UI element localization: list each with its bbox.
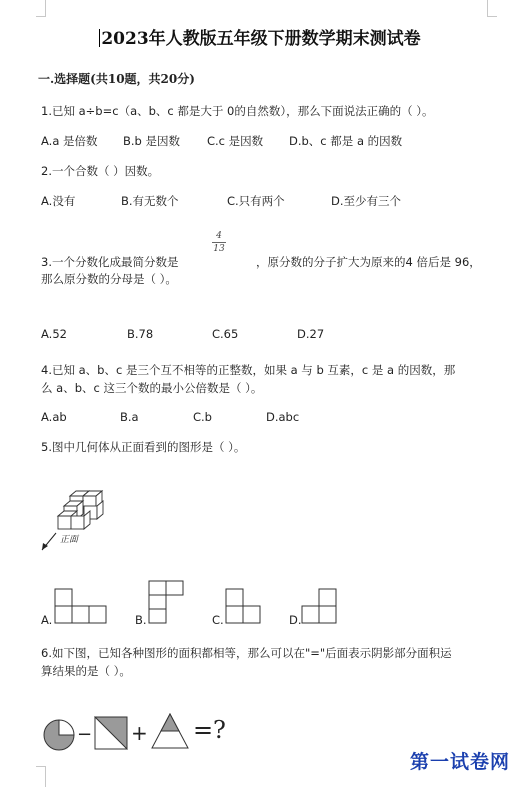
question-4-option-d: D.abc: [266, 410, 300, 424]
option-a-shape: [54, 588, 108, 624]
fraction-4-13: [212, 231, 226, 254]
question-3-line-2: 那么原分数的分母是（ ）。: [41, 272, 177, 286]
question-3-option-a: A.52: [41, 327, 67, 341]
question-3-line-1b: ，原分数的分子扩大为原来的4 倍后是 96，: [256, 255, 481, 269]
section-heading: 一.选择题(共10题，共20分): [38, 72, 195, 86]
question-4-option-a: A.ab: [41, 410, 67, 424]
question-2-option-a: A.没有: [41, 194, 76, 208]
question-2-option-d: D.至少有三个: [331, 194, 402, 208]
question-2-option-b: B.有无数个: [121, 194, 179, 208]
question-1-option-d: D.b、c 都是 a 的因数: [289, 134, 403, 148]
question-2-option-c: C.只有两个: [227, 194, 285, 208]
question-4-option-c: C.b: [193, 410, 212, 424]
plus-sign: +: [131, 721, 148, 745]
question-2-text: 2.一个合数（ ）因数。: [41, 164, 160, 178]
question-1-option-c: C.c 是因数: [207, 134, 264, 148]
corner-mark-bottom-left: [36, 766, 46, 787]
question-mark: ?: [213, 716, 226, 744]
question-3-line-1a: 3.一个分数化成最简分数是: [41, 255, 179, 269]
option-b-shape: [148, 580, 186, 624]
question-1-text: 1.已知 a÷b=c（a、b、c 都是大于 0的自然数），那么下面说法正确的（ ）。: [41, 104, 434, 118]
question-1-option-b: B.b 是因数: [123, 134, 180, 148]
square-half-shaded-shape: [94, 716, 128, 750]
question-3-option-d: D.27: [297, 327, 325, 341]
fraction-bar: [212, 242, 226, 243]
fraction-denominator: 13: [213, 244, 225, 254]
question-5-option-b: B.: [135, 613, 147, 627]
page-title: [0, 24, 520, 49]
question-4-option-b: B.a: [120, 410, 139, 424]
option-c-shape: [225, 588, 263, 624]
question-6-line-1: 6.如下图，已知各种图形的面积都相等，那么可以在"="后面表示阴影部分面积运: [41, 646, 452, 660]
site-watermark: 第一试卷网: [409, 751, 510, 773]
question-5-option-c: C.: [212, 613, 224, 627]
question-3-option-c: C.65: [212, 327, 239, 341]
question-4-line-2: 么 a、b、c 这三个数的最小公倍数是（ ）。: [41, 381, 263, 395]
corner-mark-top-right: [487, 0, 497, 17]
question-3-option-b: B.78: [127, 327, 154, 341]
cube-bottom-left: [58, 516, 71, 529]
circle-quarter-shaded-shape: [42, 718, 76, 752]
minus-sign: −: [77, 724, 93, 745]
question-6-line-2: 算结果的是（ ）。: [41, 664, 131, 678]
option-d-shape: [301, 588, 339, 624]
fraction-numerator: 4: [216, 231, 222, 241]
question-1-option-a: A.a 是倍数: [41, 134, 98, 148]
question-5-text: 5.图中几何体从正面看到的图形是（ ）。: [41, 440, 246, 454]
page-title-text: 2023年人教版五年级下册数学期末测试卷: [101, 29, 421, 49]
front-view-label: 正面: [60, 535, 79, 545]
triangle-shaded-shape: [150, 712, 190, 750]
corner-mark-top-left: [36, 0, 46, 17]
equals-sign: =: [193, 716, 214, 744]
question-4-line-1: 4.已知 a、b、c 是三个互不相等的正整数，如果 a 与 b 互素，c 是 a 的因数，那: [41, 363, 456, 377]
question-5-option-d: D.: [289, 613, 302, 627]
question-5-option-a: A.: [41, 613, 53, 627]
